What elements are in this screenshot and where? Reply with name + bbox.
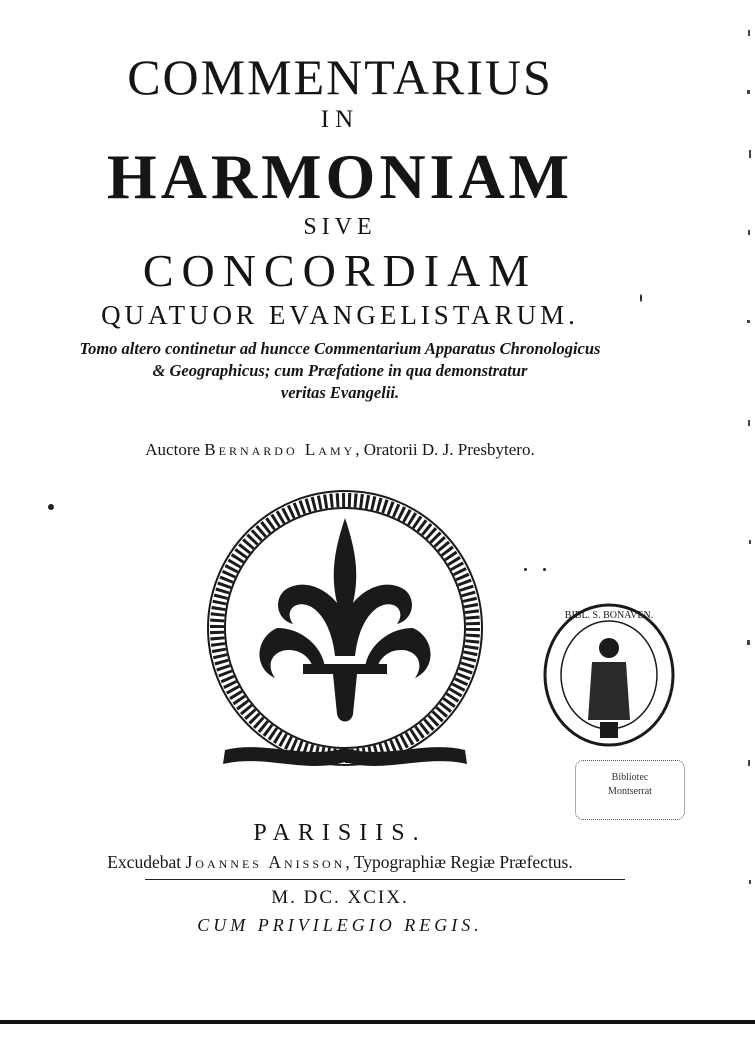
library-seal-icon xyxy=(540,600,678,750)
library-stamp xyxy=(575,760,685,820)
page-edge-shadow xyxy=(738,0,755,1000)
bottom-border xyxy=(0,1020,755,1024)
author-line xyxy=(0,440,680,460)
fleur-de-lis-wreath-icon xyxy=(185,478,505,798)
author-suffix: , Oratorii D. J. Presbytero. xyxy=(355,440,535,459)
imprint-printer xyxy=(0,852,680,873)
subtitle-line-2: & Geographicus; cum Præfatione in qua demonstratur xyxy=(152,361,528,380)
imprint-privilege: CUM PRIVILEGIO REGIS. xyxy=(197,915,483,935)
author-prefix: Auctore xyxy=(145,440,201,459)
title-line-3: HARMONIAM xyxy=(106,141,574,212)
printer-name: Joannes Anisson xyxy=(185,852,346,872)
printer-prefix: Excudebat xyxy=(107,852,182,872)
library-stamp-line-1: Bibliotec xyxy=(611,772,649,783)
title-line-2: IN xyxy=(320,106,360,133)
title-line-6: QUATUOR EVANGELISTARUM. xyxy=(101,300,579,330)
library-stamp-line-2: Montserrat xyxy=(608,786,652,797)
ink-speck xyxy=(543,568,546,571)
imprint-city: PARISIIS. xyxy=(253,820,427,846)
ink-speck xyxy=(48,504,54,510)
ink-speck xyxy=(524,568,527,571)
subtitle-block xyxy=(62,338,618,404)
imprint-rule xyxy=(145,879,625,880)
title-line-4: SIVE xyxy=(303,214,377,240)
printer-suffix: , Typographiæ Regiæ Præfectus. xyxy=(345,852,573,872)
author-name: Bernardo Lamy xyxy=(204,440,356,459)
subtitle-line-3: veritas Evangelii. xyxy=(280,383,400,402)
seal-text: BIBL. S. BONAVEN. xyxy=(564,610,654,621)
title-line-1: COMMENTARIUS xyxy=(127,49,553,105)
subtitle-line-1: Tomo altero continetur ad huncce Commentarium Apparatus Chronologicus xyxy=(79,339,601,358)
imprint-year: M. DC. XCIX. xyxy=(271,887,409,908)
title-line-5: CONCORDIAM xyxy=(142,245,538,296)
ink-speck xyxy=(640,294,642,302)
